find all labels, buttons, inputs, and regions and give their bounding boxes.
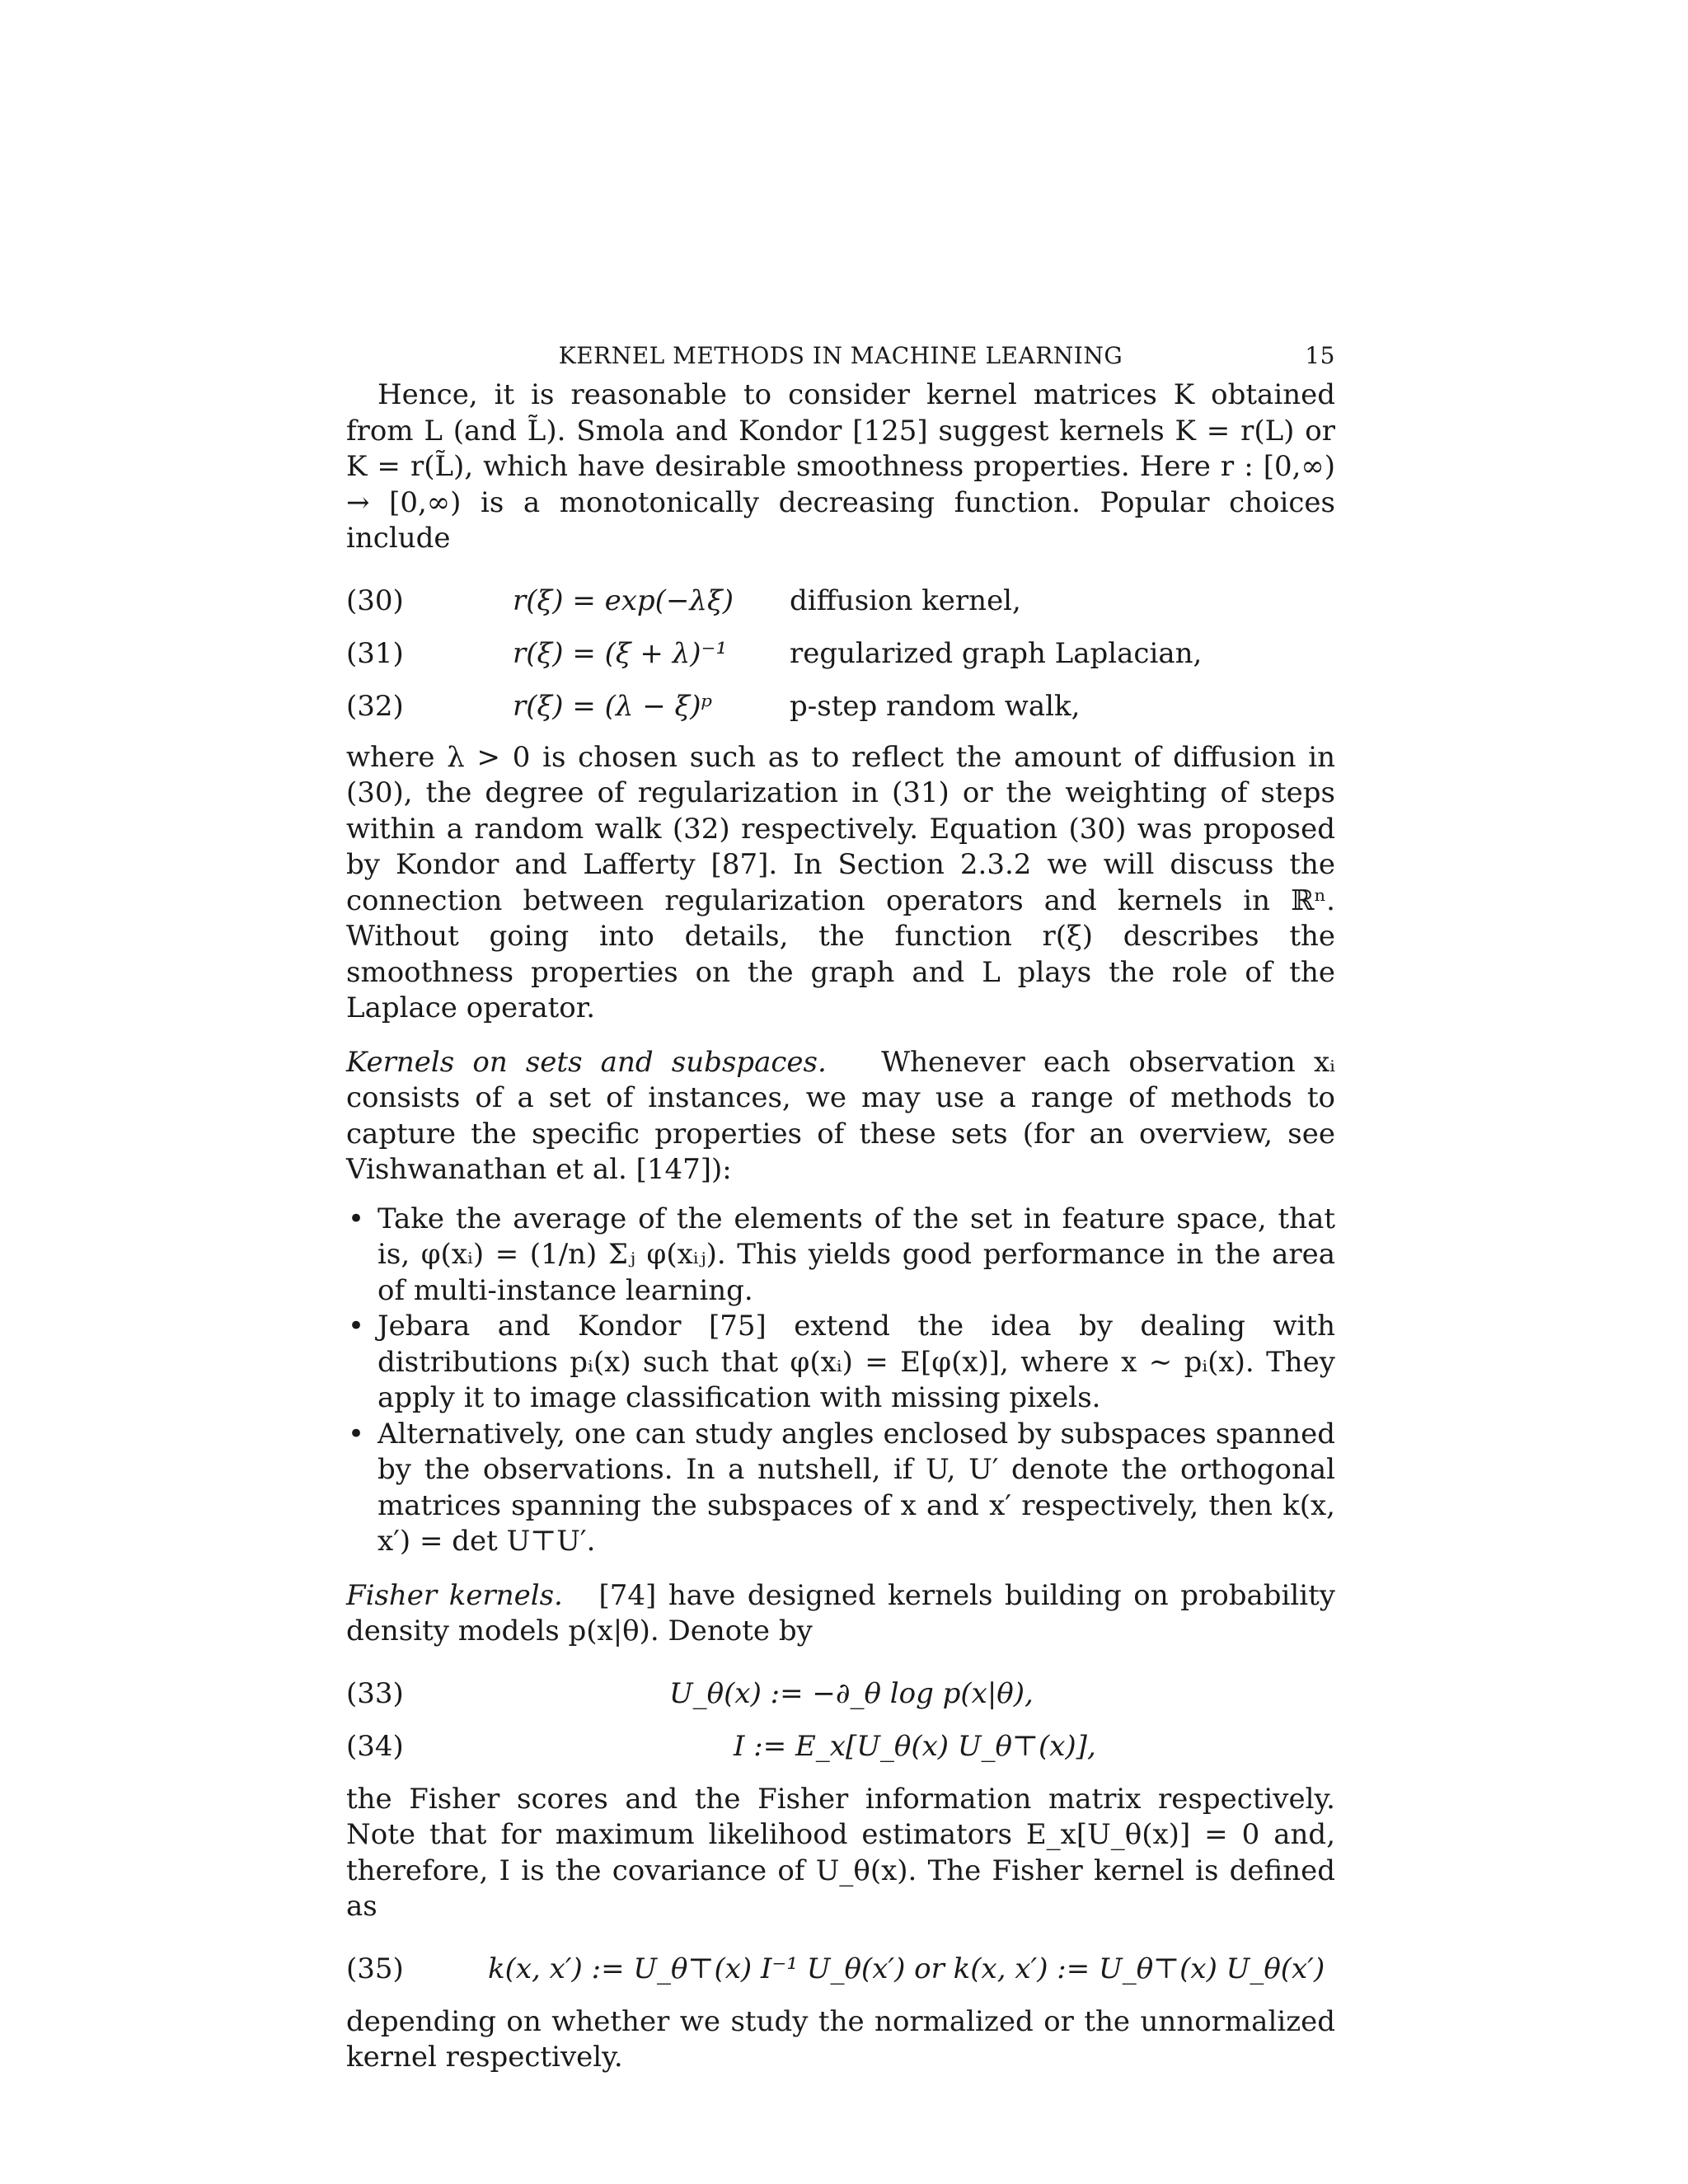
page-number: 15 — [1305, 342, 1335, 369]
equation-33 — [346, 1668, 1335, 1721]
equation-expression: r(ξ) = (λ − ξ)ᵖ — [513, 689, 713, 723]
equation-expression: r(ξ) = exp(−λξ) — [513, 583, 734, 617]
equation-number: (35) — [346, 1952, 404, 1985]
fisher-text: [74] have designed kernels building on probability density models p(x|θ). Denote by — [346, 1578, 1335, 1647]
sets-text: Whenever each observation xᵢ consists of a set of instances, we may use a range of methods to capture the specific properties of these sets (for an overview, see Vishwanathan et al. [147]): — [346, 1045, 1335, 1186]
paragraph-sets — [346, 1045, 1335, 1188]
equation-number: (31) — [346, 636, 404, 670]
paragraph-intro: Hence, it is reasonable to consider kernel matrices K obtained from L (and L̃). Smola and Kondor [125] suggest kernels K = r(L) or K = r(L̃), which have desirable smoothness properties. Here r : [0,∞) → [0,∞) is a monotonically decreasing function. Popular choices include — [346, 378, 1335, 555]
equation-expression: k(x, x′) := U_θ⊤(x) I⁻¹ U_θ(x′) or k(x, x′) := U_θ⊤(x) U_θ(x′) — [488, 1952, 1325, 1985]
equation-expression: r(ξ) = (ξ + λ)⁻¹ — [513, 636, 728, 670]
equation-31 — [346, 628, 1335, 681]
equation-35 — [346, 1943, 1335, 1996]
list-item: • Alternatively, one can study angles enclosed by subspaces spanned by the observations. In a nutshell, if U, U′ denote the orthogonal matrices spanning the subspaces of x and x′ respectively, then k(x, x′) = det U⊤U′. — [346, 1417, 1335, 1560]
equation-30 — [346, 575, 1335, 628]
equation-number: (30) — [346, 583, 404, 617]
equation-number: (32) — [346, 689, 404, 723]
equation-number: (33) — [346, 1676, 404, 1710]
equation-number: (34) — [346, 1729, 404, 1763]
equation-expression: U_θ(x) := −∂_θ log p(x|θ), — [669, 1676, 1034, 1710]
list-item: • Take the average of the elements of the set in feature space, that is, φ(xᵢ) = (1/n) Σⱼ φ(xᵢⱼ). This yields good performance in the area of multi-instance learning. — [346, 1202, 1335, 1310]
equation-34 — [346, 1721, 1335, 1774]
paragraph-fisher — [346, 1578, 1335, 1650]
equation-32 — [346, 681, 1335, 733]
running-title: KERNEL METHODS IN MACHINE LEARNING — [558, 342, 1123, 369]
paragraph-regularization: where λ > 0 is chosen such as to reflect the amount of diffusion in (30), the degree of regularization in (31) or the weighting of steps within a random walk (32) respectively. Equation (30) was proposed by Kondor and Lafferty [87]. In Section 2.3.2 we will discuss the connection between regularization operators and kernels in ℝⁿ. Without going into details, the function r(ξ) describes the smoothness properties on the graph and L plays the role of the Laplace operator. — [346, 740, 1335, 1024]
section-heading-fisher: Fisher kernels. — [346, 1578, 563, 1612]
equation-expression: I := E_x[U_θ(x) U_θ⊤(x)], — [734, 1729, 1096, 1763]
equation-description: p-step random walk, — [790, 689, 1081, 723]
paragraph-fisher-scores: the Fisher scores and the Fisher information matrix respectively. Note that for maximum likelihood estimators E_x[U_θ(x)] = 0 and, therefore, I is the covariance of U_θ(x). The Fisher kernel is defined as — [346, 1782, 1335, 1923]
section-heading-sets: Kernels on sets and subspaces. — [346, 1045, 827, 1079]
equation-description: diffusion kernel, — [790, 583, 1021, 617]
equation-description: regularized graph Laplacian, — [790, 636, 1203, 670]
running-header — [346, 338, 1335, 377]
list-item: • Jebara and Kondor [75] extend the idea by dealing with distributions pᵢ(x) such that φ(xᵢ) = E[φ(x)], where x ∼ pᵢ(x). They apply it to image classification with missing pixels. — [346, 1309, 1335, 1417]
bullet-list — [346, 1202, 1335, 1560]
paragraph-closing: depending on whether we study the normalized or the unnormalized kernel respectively. — [346, 2004, 1335, 2074]
paper-page — [346, 338, 1335, 2076]
